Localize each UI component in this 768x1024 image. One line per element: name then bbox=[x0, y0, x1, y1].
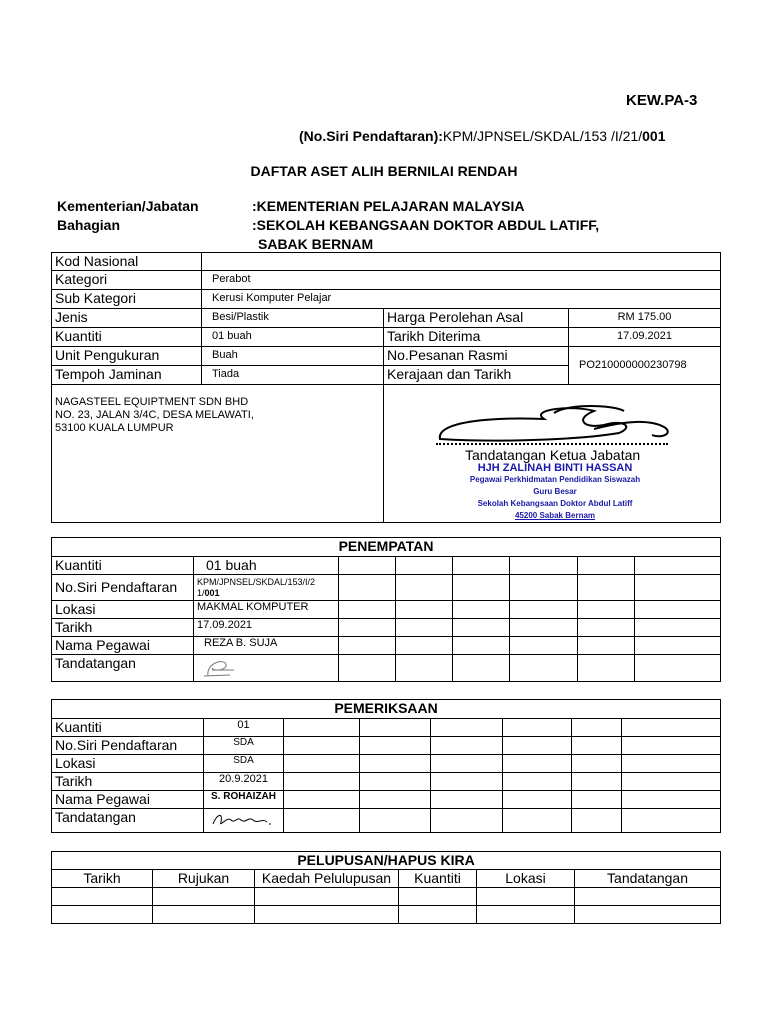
col-kuantiti: Kuantiti bbox=[399, 870, 477, 888]
penempatan-lokasi-value: MAKMAL KOMPUTER bbox=[194, 601, 339, 619]
penempatan-kuantiti-value: 01 buah bbox=[194, 557, 339, 575]
ministry-value: :KEMENTERIAN PELAJARAN MALAYSIA bbox=[252, 198, 525, 214]
col-lokasi: Lokasi bbox=[477, 870, 575, 888]
kod-nasional-value bbox=[202, 253, 721, 271]
kategori-label: Kategori bbox=[52, 271, 202, 290]
pemeriksaan-tandatangan-label: Tandatangan bbox=[52, 809, 204, 833]
jaminan-value: Tiada bbox=[202, 366, 384, 385]
signature-cell bbox=[384, 385, 721, 523]
pemeriksaan-kuantiti-value: 01 bbox=[204, 719, 284, 737]
asset-table bbox=[51, 252, 721, 523]
kuantiti-label: Kuantiti bbox=[52, 328, 202, 347]
pemeriksaan-siri-label: No.Siri Pendaftaran bbox=[52, 737, 204, 755]
penempatan-lokasi-label: Lokasi bbox=[52, 601, 194, 619]
penempatan-siri-label: No.Siri Pendaftaran bbox=[52, 575, 194, 601]
penempatan-siri-part: 1/ bbox=[197, 588, 205, 598]
supplier-line-2: NO. 23, JALAN 3/4C, DESA MELAWATI, bbox=[55, 409, 254, 421]
pesanan-value: PO210000000230798 bbox=[569, 347, 721, 385]
jenis-label: Jenis bbox=[52, 309, 202, 328]
pesanan-label: No.Pesanan Rasmi bbox=[384, 347, 569, 366]
table-row bbox=[52, 888, 721, 906]
pemeriksaan-signature bbox=[204, 809, 284, 833]
col-rujukan: Rujukan bbox=[153, 870, 255, 888]
registration-suffix: 001 bbox=[642, 128, 666, 144]
form-code: KEW.PA-3 bbox=[626, 92, 698, 109]
harga-value: RM 175.00 bbox=[569, 309, 721, 328]
supplier-line-1: NAGASTEEL EQUIPTMENT SDN BHD bbox=[55, 396, 249, 408]
pemeriksaan-tarikh-value: 20.9.2021 bbox=[204, 773, 284, 791]
stamp-line-2: Guru Besar bbox=[533, 487, 577, 496]
registration-label: (No.Siri Pendaftaran): bbox=[299, 128, 443, 144]
registration-prefix: KPM/JPNSEL/SKDAL/153 /I/21/ bbox=[442, 128, 643, 144]
penempatan-tarikh-label: Tarikh bbox=[52, 619, 194, 637]
kerajaan-label: Kerajaan dan Tarikh bbox=[384, 366, 569, 385]
division-value-2: SABAK BERNAM bbox=[258, 236, 374, 252]
pemeriksaan-heading: PEMERIKSAAN bbox=[52, 700, 721, 719]
kategori-value: Perabot bbox=[202, 271, 721, 290]
col-tandatangan: Tandatangan bbox=[575, 870, 721, 888]
page-title: DAFTAR ASET ALIH BERNILAI RENDAH bbox=[250, 163, 518, 179]
pemeriksaan-pegawai-label: Nama Pegawai bbox=[52, 791, 204, 809]
penempatan-pegawai-label: Nama Pegawai bbox=[52, 637, 194, 655]
pemeriksaan-lokasi-value: SDA bbox=[204, 755, 284, 773]
signature-icon bbox=[200, 656, 240, 680]
stamp-line-4: 45200 Sabak Bernam bbox=[514, 511, 596, 520]
penempatan-kuantiti-label: Kuantiti bbox=[52, 557, 194, 575]
pemeriksaan-tarikh-label: Tarikh bbox=[52, 773, 204, 791]
stamp-line-3: Sekolah Kebangsaan Doktor Abdul Latiff bbox=[477, 499, 633, 508]
signature-line bbox=[436, 443, 668, 445]
official-stamp bbox=[442, 462, 668, 522]
stamp-name: HJH ZALINAH BINTI HASSAN bbox=[477, 462, 633, 474]
jaminan-label: Tempoh Jaminan bbox=[52, 366, 202, 385]
penempatan-siri-line-2 bbox=[197, 588, 335, 599]
supplier-address bbox=[52, 385, 384, 523]
pemeriksaan-siri-value: SDA bbox=[204, 737, 284, 755]
tarikh-diterima-label: Tarikh Diterima bbox=[384, 328, 569, 347]
table-row bbox=[52, 906, 721, 924]
penempatan-tandatangan-label: Tandatangan bbox=[52, 655, 194, 682]
pemeriksaan-table bbox=[51, 699, 721, 833]
signature-caption: Tandatangan Ketua Jabatan bbox=[465, 447, 641, 463]
unit-value: Buah bbox=[202, 347, 384, 366]
penempatan-siri-line-1: KPM/JPNSEL/SKDAL/153/I/2 bbox=[197, 577, 316, 587]
sub-kategori-value: Kerusi Komputer Pelajar bbox=[202, 290, 721, 309]
penempatan-signature bbox=[194, 655, 339, 682]
penempatan-pegawai-value: REZA B. SUJA bbox=[194, 637, 339, 655]
supplier-line-3: 53100 KUALA LUMPUR bbox=[55, 422, 174, 434]
penempatan-siri-bold: 001 bbox=[204, 588, 220, 598]
sub-kategori-label: Sub Kategori bbox=[52, 290, 202, 309]
pelupusan-heading: PELUPUSAN/HAPUS KIRA bbox=[52, 852, 721, 870]
harga-label: Harga Perolehan Asal bbox=[384, 309, 569, 328]
division-label: Bahagian bbox=[57, 217, 121, 233]
division-value: :SEKOLAH KEBANGSAAN DOKTOR ABDUL LATIFF, bbox=[252, 217, 600, 233]
kod-nasional-label: Kod Nasional bbox=[52, 253, 202, 271]
col-kaedah: Kaedah Pelulupusan bbox=[255, 870, 399, 888]
penempatan-heading: PENEMPATAN bbox=[52, 538, 721, 557]
stamp-line-1: Pegawai Perkhidmatan Pendidikan Siswazah bbox=[469, 475, 641, 484]
penempatan-tarikh-value: 17.09.2021 bbox=[194, 619, 339, 637]
penempatan-siri-value bbox=[194, 575, 339, 601]
pemeriksaan-lokasi-label: Lokasi bbox=[52, 755, 204, 773]
col-tarikh: Tarikh bbox=[52, 870, 153, 888]
ministry-label: Kementerian/Jabatan bbox=[57, 198, 199, 214]
registration-number bbox=[299, 128, 665, 144]
kuantiti-value: 01 buah bbox=[202, 328, 384, 347]
jenis-value: Besi/Plastik bbox=[202, 309, 384, 328]
penempatan-table bbox=[51, 537, 721, 682]
tarikh-diterima-value: 17.09.2021 bbox=[569, 328, 721, 347]
unit-label: Unit Pengukuran bbox=[52, 347, 202, 366]
signature-mark-icon bbox=[434, 399, 684, 447]
pemeriksaan-pegawai-value: S. ROHAIZAH bbox=[204, 791, 284, 809]
pelupusan-table bbox=[51, 851, 721, 924]
signature-icon bbox=[209, 810, 279, 830]
pemeriksaan-kuantiti-label: Kuantiti bbox=[52, 719, 204, 737]
